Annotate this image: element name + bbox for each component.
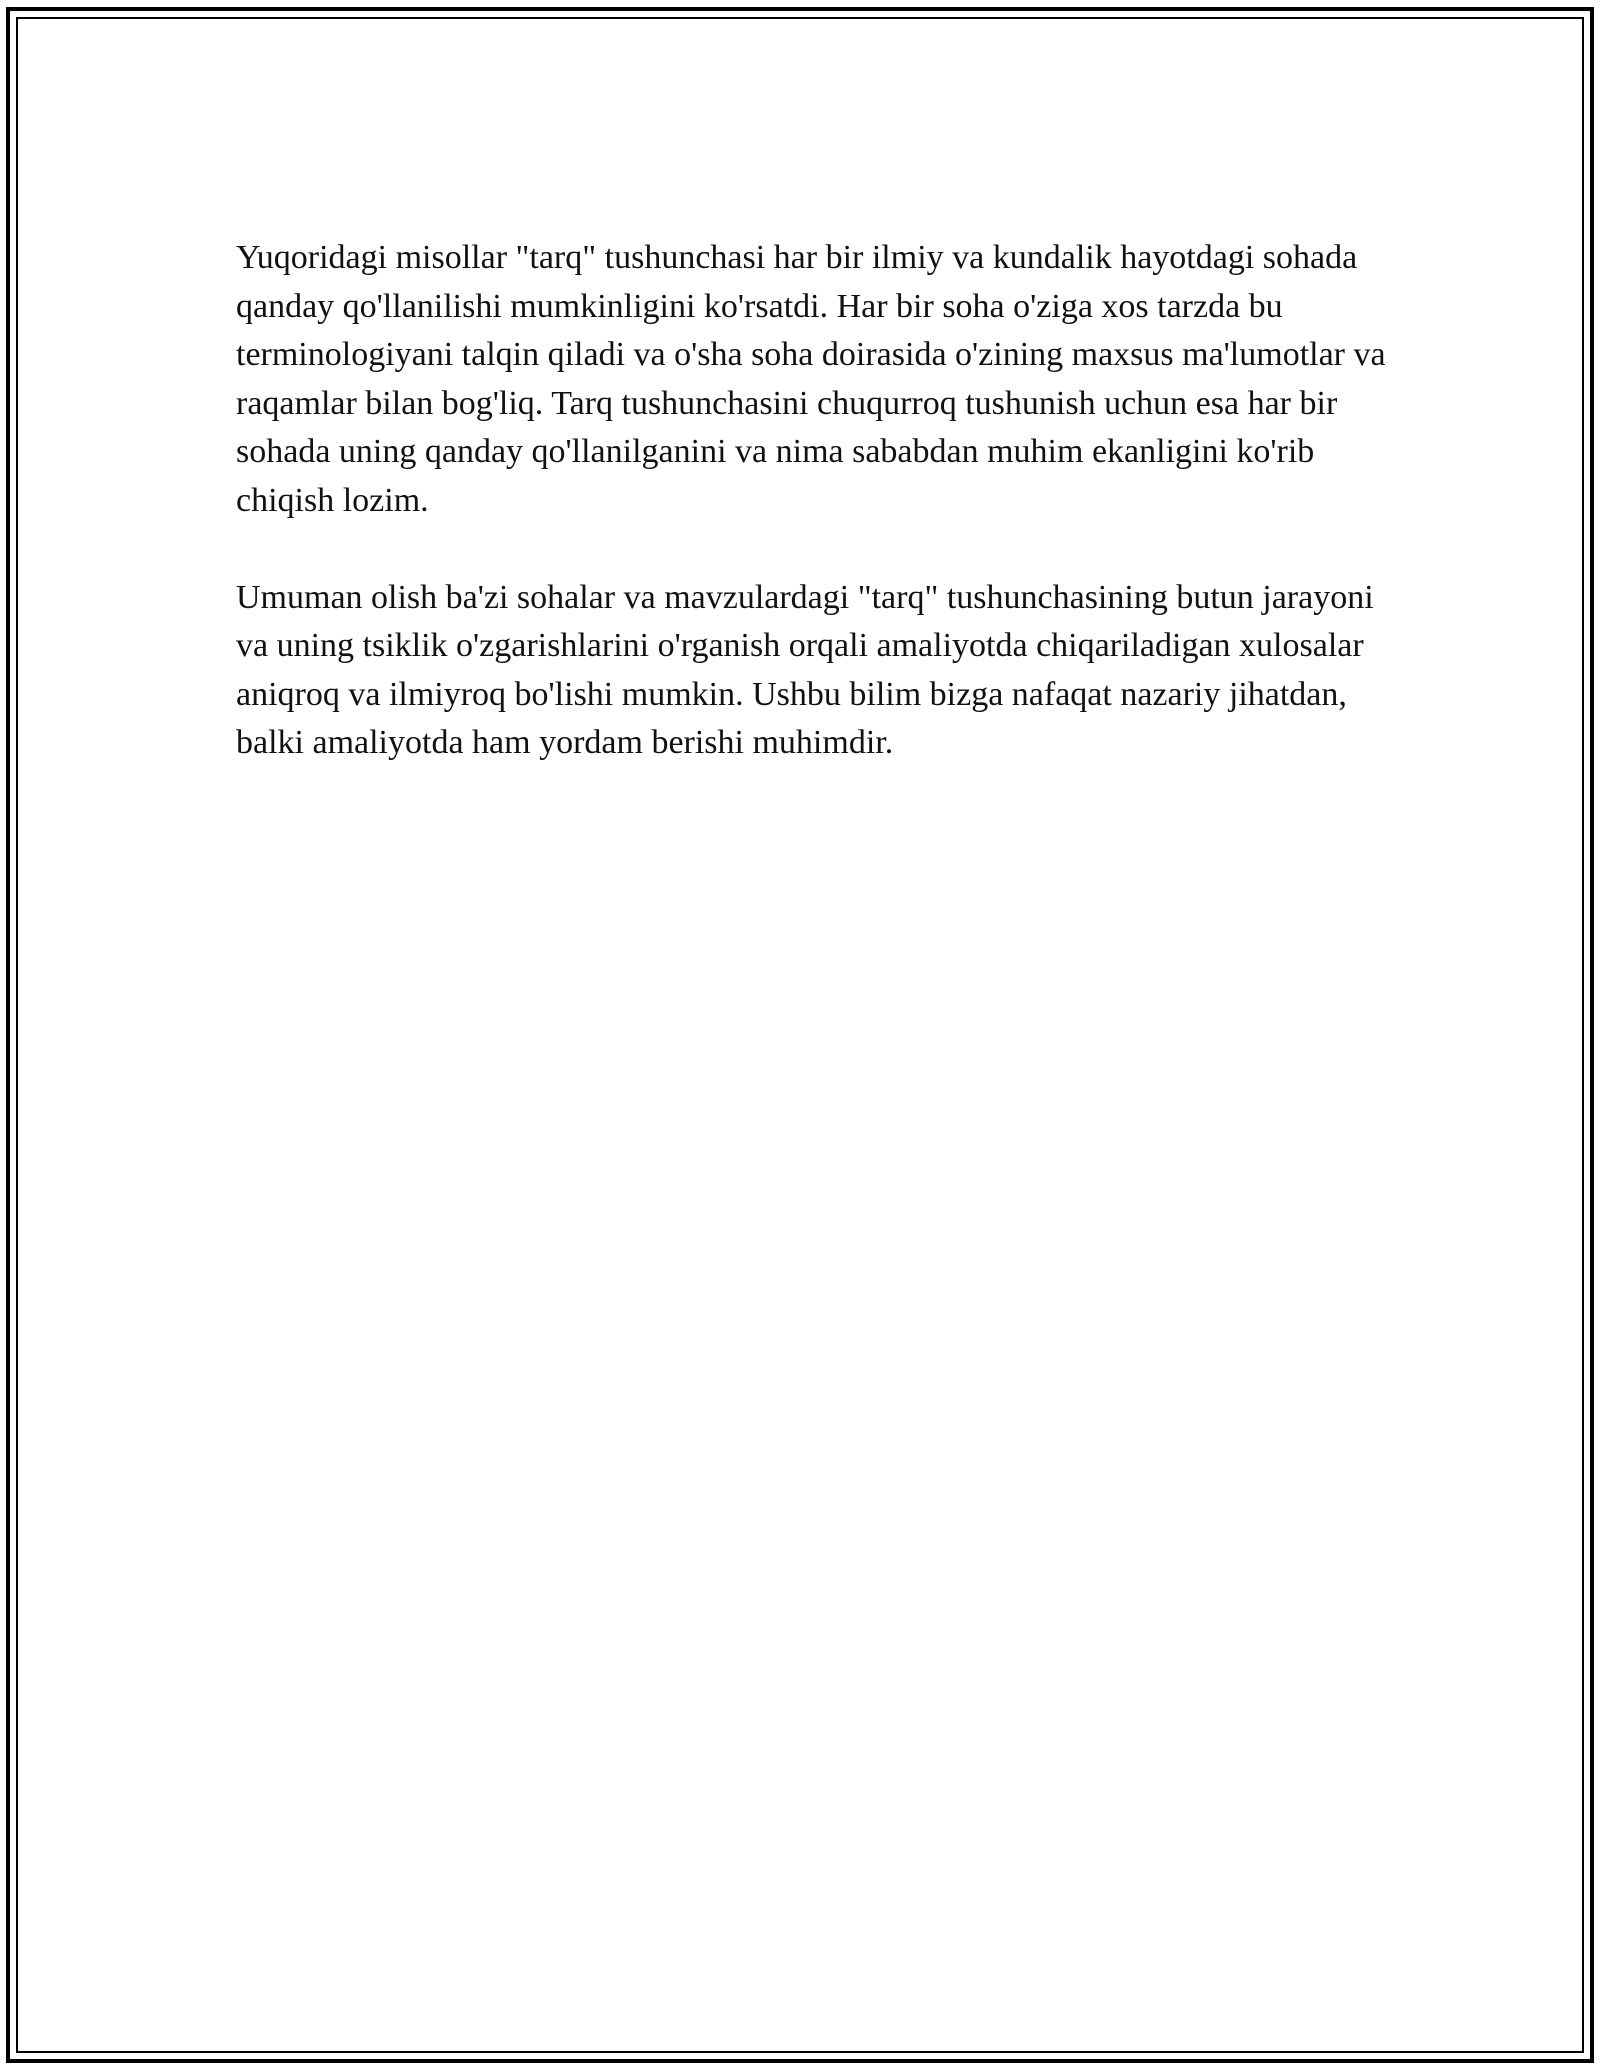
document-body bbox=[236, 234, 1386, 816]
paragraph-1: Yuqoridagi misollar "tarq" tushunchasi har bir ilmiy va kundalik hayotdagi sohada qanday qo'llanilishi mumkinligini ko'rsatdi. Har bir soha o'ziga xos tarzda bu terminologiyani talqin qiladi va o'sha soha doirasida o'zining maxsus ma'lumotlar va raqamlar bilan bog'liq. Tarq tushunchasini chuqurroq tushunish uchun esa har bir sohada uning qanday qo'llanilganini va nima sababdan muhim ekanligini ko'rib chiqish lozim. bbox=[236, 239, 1386, 519]
paragraph-2: Umuman olish ba'zi sohalar va mavzulardagi "tarq" tushunchasining butun jarayoni va uning tsiklik o'zgarishlarini o'rganish orqali amaliyotda chiqariladigan xulosalar aniqroq va ilmiyroq bo'lishi mumkin. Ushbu bilim bizga nafaqat nazariy jihatdan, balki amaliyotda ham yordam berishi muhimdir. bbox=[236, 578, 1374, 761]
